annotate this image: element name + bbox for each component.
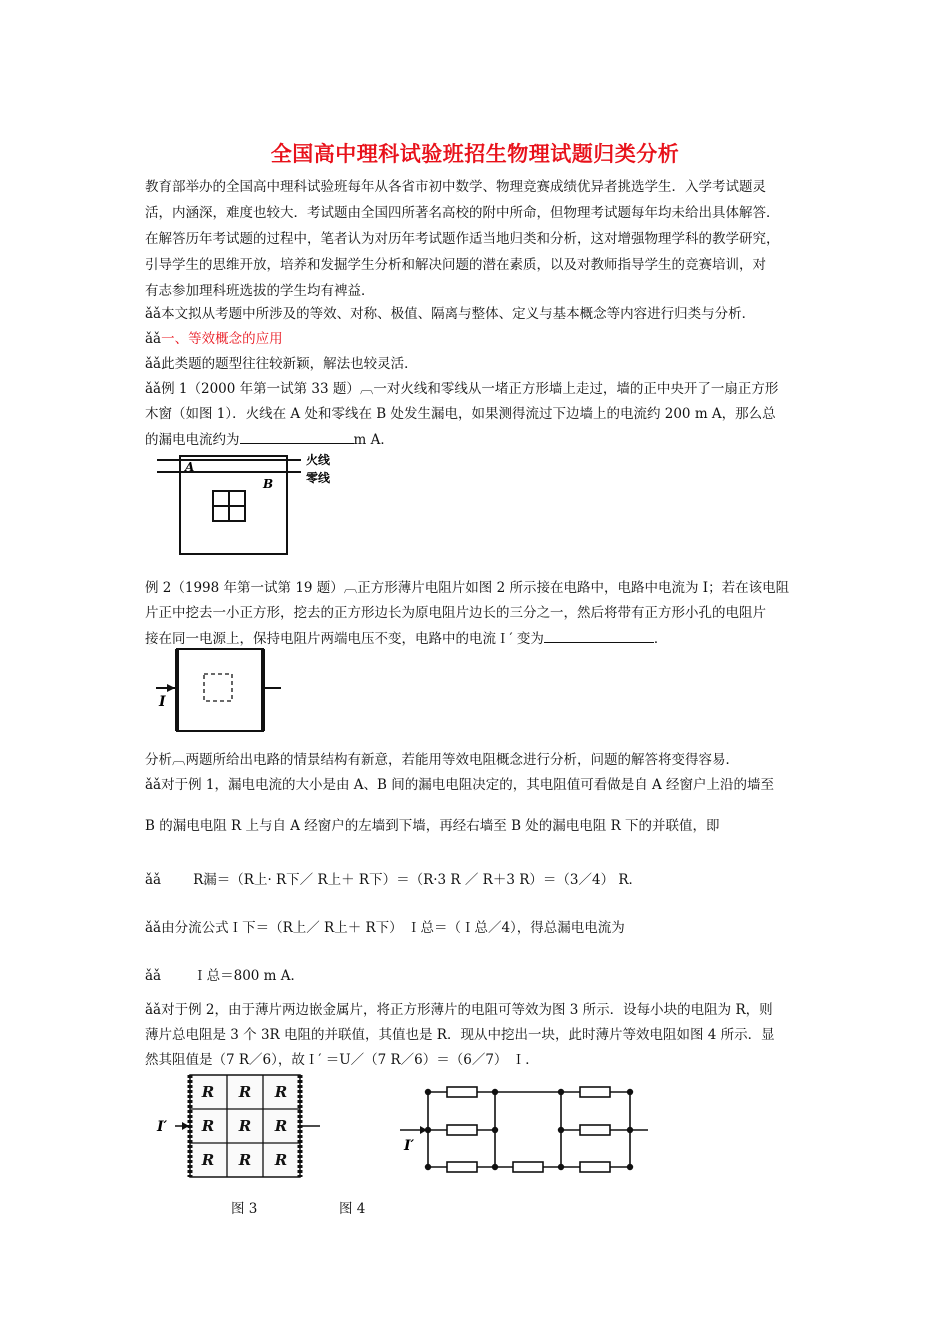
document-title: 全国高中理科试验班招生物理试题归类分析 [270, 142, 680, 166]
figure-3-caption: 图 3 [231, 1201, 258, 1217]
intro-line: 引导学生的思维开放，培养和发掘学生分析和解决问题的潜在素质，以及对教师指导学生的竞赛培训，对 [145, 257, 766, 273]
cell-resistor-label: R [238, 1117, 252, 1135]
point-a-label: A [185, 460, 195, 474]
equation-2 [145, 966, 825, 986]
analysis-line: B 的漏电电阻 R 上与自 A 经窗户的左墙到下墙，再经右墙至 B 处的漏电电阻 R 下的并联值，即 [145, 818, 720, 834]
junction-node [628, 1128, 633, 1133]
scope-paragraph: ǎǎ本文拟从考题中所涉及的等效、对称、极值、隔离与整体、定义与基本概念等内容进行归类与分析． [145, 306, 756, 322]
feature-paragraph: ǎǎ此类题的题型往往较新颖，解法也较灵活． [145, 356, 418, 372]
cell-resistor-label: R [274, 1083, 288, 1101]
equation-prefix: ǎǎ [145, 968, 162, 984]
example2-text: 接在同一电源上，保持电阻片两端电压不变，电路中的电流Ｉ′ 变为 [145, 631, 544, 647]
answer-blank [544, 628, 654, 643]
figure-1-wall-diagram [155, 448, 355, 560]
figure-4-caption: 图 4 [339, 1201, 366, 1217]
junction-node [493, 1128, 498, 1133]
intro-line: 教育部举办的全国高中理科试验班每年从各省市初中数学、物理竞赛成绩优异者挑选学生．入学考试题灵 [145, 179, 766, 195]
cell-resistor-label: R [201, 1151, 215, 1169]
resistor [447, 1125, 477, 1135]
figure-4-resistor-network [398, 1072, 653, 1184]
junction-node [559, 1128, 564, 1133]
cell-resistor-label: R [274, 1117, 288, 1135]
resistor [580, 1087, 610, 1097]
example2-line: 例 2（1998 年第一试第 19 题）︹正方形薄片电阻片如图 2 所示接在电路中，电路中电流为 I；若在该电阻 [145, 580, 790, 596]
figure-3-resistor-grid [155, 1072, 330, 1180]
intro-line: 有志参加理科班选拔的学生均有裨益． [145, 283, 375, 299]
cell-resistor-label: R [201, 1083, 215, 1101]
example2-line: 片正中挖去一小正方形，挖去的正方形边长为原电阻片边长的三分之一，然后将带有正方形小孔的电阻片 [145, 605, 766, 621]
equation-text: Ｉ总＝800 m A． [193, 968, 305, 984]
junction-node [628, 1165, 633, 1170]
section-heading [145, 329, 825, 349]
point-b-label: B [263, 477, 274, 491]
analysis-line: ǎǎ对于例 2，由于薄片两边嵌金属片，将正方形薄片的电阻可等效为图 3 所示．设每小块的电阻为 R，则 [145, 1002, 773, 1018]
example1-line: ǎǎ例 1（2000 年第一试第 33 题）︹一对火线和零线从一堵正方形墙上走过，墙的正中央开了一扇正方形 [145, 381, 779, 397]
junction-node [493, 1090, 498, 1095]
cell-resistor-label: R [238, 1151, 252, 1169]
example1-unit: m A． [353, 432, 394, 448]
analysis-line: 然其阻值是（7 R／6），故Ｉ′ ＝U／（7 R／6）＝（6／7） Ｉ． [145, 1052, 539, 1068]
junction-node [559, 1090, 564, 1095]
junction-node [559, 1165, 564, 1170]
live-wire-label: 火线 [306, 453, 331, 467]
junction-node [426, 1165, 431, 1170]
example1-line [145, 429, 825, 450]
cell-resistor-label: R [238, 1083, 252, 1101]
example1-line: 木窗（如图 1）．火线在 A 处和零线在 B 处发生漏电，如果测得流过下边墙上的电流约 200 m A，那么总 [145, 406, 776, 422]
current-label: I′ [157, 1119, 168, 1135]
junction-node [628, 1090, 633, 1095]
neutral-wire-label: 零线 [306, 471, 331, 485]
equation-prefix: ǎǎ [145, 872, 162, 888]
figure-2-resistor-sheet [150, 644, 290, 734]
intro-line: 活，内涵深，难度也较大．考试题由全国四所著名高校的附中所命，但物理考试题每年均未给出具体解答． [145, 205, 780, 221]
resistor [447, 1162, 477, 1172]
analysis-line: ǎǎ对于例 1，漏电电流的大小是由 A、B 间的漏电电阻决定的，其电阻值可看做是自 A 经窗户上沿的墙至 [145, 777, 775, 793]
analysis-line: 分析︹两题所给出电路的情景结构有新意，若能用等效电阻概念进行分析，问题的解答将变得容易． [145, 752, 739, 768]
current-label: I′ [404, 1138, 415, 1154]
section-heading-text: 一、等效概念的应用 [161, 331, 283, 347]
cell-resistor-label: R [274, 1151, 288, 1169]
resistor [580, 1125, 610, 1135]
analysis-line: ǎǎ由分流公式Ｉ下＝（R上／ R上＋ R下） Ｉ总＝（Ｉ总／4），得总漏电电流为 [145, 920, 625, 936]
equation-1 [145, 870, 825, 890]
equation-text: R漏＝（R上· R下／ R上＋ R下）＝（R·3 R ／ R＋3 R）＝（3／4） R． [193, 872, 643, 888]
junction-node [493, 1165, 498, 1170]
example2-end: ． [653, 631, 668, 647]
resistor [513, 1162, 543, 1172]
cell-resistor-label: R [201, 1117, 215, 1135]
junction-node [426, 1090, 431, 1095]
resistor [580, 1162, 610, 1172]
section-prefix: ǎǎ [145, 331, 162, 347]
example1-text: 的漏电电流约为 [145, 432, 240, 448]
intro-line: 在解答历年考试题的过程中，笔者认为对历年考试题作适当地归类和分析，这对增强物理学科的教学研究， [145, 231, 780, 247]
answer-blank [240, 429, 354, 444]
resistor [447, 1087, 477, 1097]
current-label: I [159, 694, 166, 710]
analysis-line: 薄片总电阻是 3 个 3R 电阻的并联值，其值也是 R．现从中挖出一块，此时薄片等效电阻如图 4 所示．显 [145, 1027, 775, 1043]
